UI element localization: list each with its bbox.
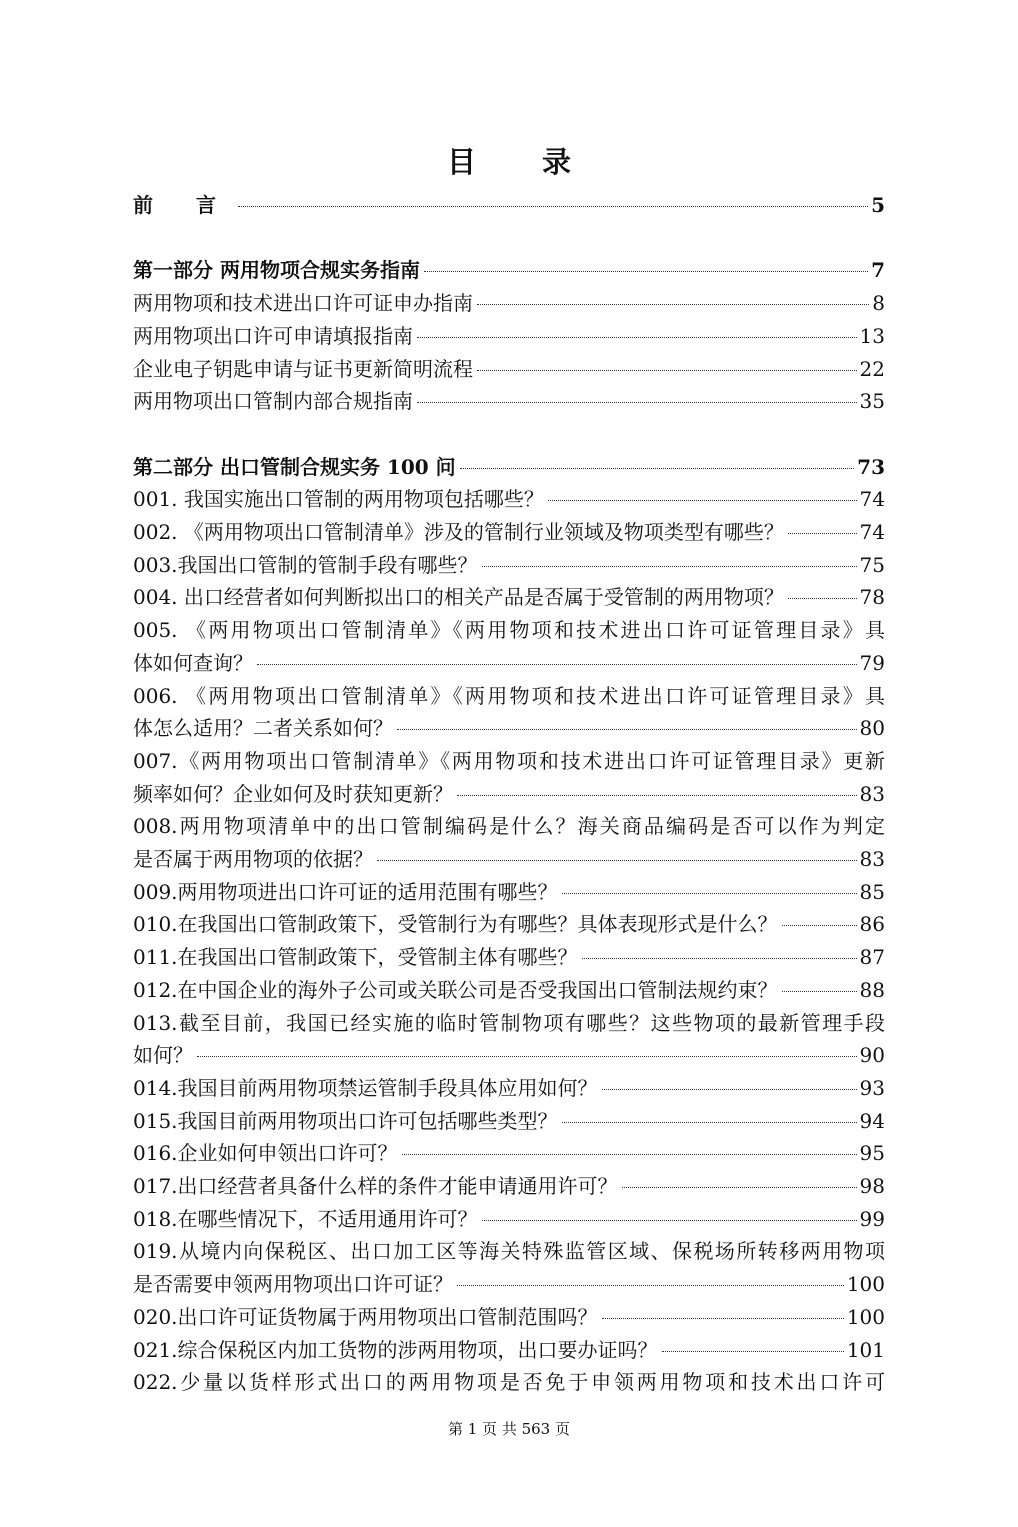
section-gap xyxy=(133,222,885,255)
toc-entry[interactable] xyxy=(133,1334,885,1367)
toc-entry-title: 001. 我国实施出口管制的两用物项包括哪些？ xyxy=(133,487,544,512)
toc-entry-title: 018.在哪些情况下，不适用通用许可？ xyxy=(133,1206,478,1231)
toc-entry[interactable] xyxy=(133,353,885,386)
dot-leader xyxy=(402,1154,857,1155)
toc-page-number: 8 xyxy=(872,291,885,316)
toc-entry-first-line[interactable]: 005. 《两用物项出口管制清单》《两用物项和技术进出口许可证管理目录》具 xyxy=(133,618,885,643)
toc-entry-title: 是否需要申领两用物项出口许可证？ xyxy=(133,1272,453,1297)
toc-page-number: 35 xyxy=(859,389,885,414)
toc-entry[interactable] xyxy=(133,1268,885,1301)
toc-page-number: 93 xyxy=(859,1075,885,1100)
toc-entry-title: 015.我国目前两用物项出口许可包括哪些类型？ xyxy=(133,1108,558,1133)
toc-entry-title: 012.在中国企业的海外子公司或关联公司是否受我国出口管制法规约束？ xyxy=(133,977,778,1002)
dot-leader xyxy=(622,1187,857,1188)
toc-page-number: 74 xyxy=(859,487,885,512)
toc-entry[interactable] xyxy=(133,1105,885,1138)
toc-page-number: 94 xyxy=(859,1108,885,1133)
dot-leader xyxy=(482,566,857,567)
toc-section-heading[interactable] xyxy=(133,189,885,222)
toc-entry[interactable] xyxy=(133,1039,885,1072)
toc-page-number: 83 xyxy=(859,781,885,806)
toc-entry-title: 020.出口许可证货物属于两用物项出口管制范围吗？ xyxy=(133,1304,598,1329)
dot-leader xyxy=(457,1285,844,1286)
toc-entry[interactable] xyxy=(133,647,885,680)
toc-entry[interactable] xyxy=(133,320,885,353)
toc-entry[interactable] xyxy=(133,1203,885,1236)
toc-page-number: 80 xyxy=(859,716,885,741)
dot-leader xyxy=(782,925,857,926)
dot-leader xyxy=(460,468,855,469)
toc-entry-title: 017.出口经营者具备什么样的条件才能申请通用许可？ xyxy=(133,1174,618,1199)
toc-entry[interactable] xyxy=(133,385,885,418)
toc-entry-title: 003.我国出口管制的管制手段有哪些？ xyxy=(133,552,478,577)
toc-entry-title: 004. 出口经营者如何判断拟出口的相关产品是否属于受管制的两用物项？ xyxy=(133,585,784,610)
toc-entry-title: 前 言 xyxy=(133,193,234,217)
dot-leader xyxy=(602,1318,844,1319)
dot-leader xyxy=(562,893,857,894)
toc-entry[interactable] xyxy=(133,581,885,614)
dot-leader xyxy=(788,533,857,534)
dot-leader xyxy=(257,664,857,665)
toc-entry-first-line[interactable]: 019.从境内向保税区、出口加工区等海关特殊监管区域、保税场所转移两用物项 xyxy=(133,1239,885,1264)
dot-leader xyxy=(197,1056,857,1057)
toc-entry-title: 011.在我国出口管制政策下，受管制主体有哪些？ xyxy=(133,945,578,970)
toc-entry-title: 两用物项和技术进出口许可证申办指南 xyxy=(133,291,473,316)
dot-leader xyxy=(424,271,868,272)
toc-page-number: 101 xyxy=(846,1337,885,1362)
toc-entry-title: 体怎么适用？二者关系如何？ xyxy=(133,716,393,741)
toc-entry-title: 频率如何？企业如何及时获知更新？ xyxy=(133,781,453,806)
toc-entry-title: 企业电子钥匙申请与证书更新简明流程 xyxy=(133,356,473,381)
dot-leader xyxy=(548,500,857,501)
toc-entry-title: 第一部分 两用物项合规实务指南 xyxy=(133,258,420,283)
toc-entry[interactable] xyxy=(133,516,885,549)
dot-leader xyxy=(482,1220,857,1221)
toc-entry[interactable] xyxy=(133,778,885,811)
dot-leader xyxy=(238,206,868,207)
toc-entry-title: 体如何查询？ xyxy=(133,650,253,675)
toc-entry[interactable] xyxy=(133,1301,885,1334)
toc-entry[interactable] xyxy=(133,1170,885,1203)
section-gap xyxy=(133,418,885,451)
toc-page-number: 5 xyxy=(871,193,885,217)
toc-page-number: 90 xyxy=(859,1043,885,1068)
toc-entry-title: 021.综合保税区内加工货物的涉两用物项，出口要办证吗？ xyxy=(133,1337,658,1362)
toc-page-number: 79 xyxy=(859,650,885,675)
toc-entry-first-line[interactable]: 007.《两用物项出口管制清单》《两用物项和技术进出口许可证管理目录》更新 xyxy=(133,748,885,773)
dot-leader xyxy=(662,1351,844,1352)
toc-section-heading[interactable] xyxy=(133,451,885,484)
toc-entry[interactable] xyxy=(133,1072,885,1105)
toc-entry-title: 第二部分 出口管制合规实务 100 问 xyxy=(133,454,456,479)
dot-leader xyxy=(377,860,857,861)
toc-entry[interactable] xyxy=(133,974,885,1007)
toc-page-number: 7 xyxy=(871,258,885,283)
toc-page-number: 86 xyxy=(859,912,885,937)
dot-leader xyxy=(788,598,857,599)
toc-page-number: 78 xyxy=(859,585,885,610)
toc-section-heading[interactable] xyxy=(133,254,885,287)
toc-entry-title: 两用物项出口许可申请填报指南 xyxy=(133,323,413,348)
toc-page-number: 100 xyxy=(846,1272,885,1297)
toc-page-number: 95 xyxy=(859,1141,885,1166)
toc-entry-title: 016.企业如何申领出口许可？ xyxy=(133,1141,398,1166)
toc-entry-title: 014.我国目前两用物项禁运管制手段具体应用如何？ xyxy=(133,1075,598,1100)
toc-page-number: 22 xyxy=(859,356,885,381)
toc-entry[interactable] xyxy=(133,287,885,320)
toc-entry-title: 002. 《两用物项出口管制清单》涉及的管制行业领域及物项类型有哪些？ xyxy=(133,520,784,544)
toc-entry-first-line[interactable]: 006. 《两用物项出口管制清单》《两用物项和技术进出口许可证管理目录》具 xyxy=(133,683,885,708)
toc-entry-first-line[interactable]: 008.两用物项清单中的出口管制编码是什么？海关商品编码是否可以作为判定 xyxy=(133,814,885,839)
dot-leader xyxy=(562,1122,857,1123)
page-title: 目 录 xyxy=(446,145,600,179)
toc-entry[interactable] xyxy=(133,908,885,941)
toc-page-number: 87 xyxy=(859,945,885,970)
toc-entry-title: 是否属于两用物项的依据？ xyxy=(133,847,373,872)
toc-entry[interactable] xyxy=(133,843,885,876)
toc-page-number: 98 xyxy=(859,1174,885,1199)
dot-leader xyxy=(397,729,857,730)
dot-leader xyxy=(782,991,857,992)
dot-leader xyxy=(457,795,857,796)
dot-leader xyxy=(477,370,857,371)
dot-leader xyxy=(602,1089,857,1090)
toc-page-number: 85 xyxy=(859,879,885,904)
toc-entry[interactable] xyxy=(133,549,885,582)
toc-entry[interactable] xyxy=(133,712,885,745)
toc-entry-title: 010.在我国出口管制政策下，受管制行为有哪些？具体表现形式是什么？ xyxy=(133,912,778,937)
toc-page-number: 100 xyxy=(846,1304,885,1329)
toc-entry[interactable] xyxy=(133,876,885,909)
toc-entry-first-line[interactable]: 013.截至目前，我国已经实施的临时管制物项有哪些？这些物项的最新管理手段 xyxy=(133,1010,885,1035)
page-footer: 第 1 页 共 563 页 xyxy=(447,1420,570,1438)
toc-entry-title: 两用物项出口管制内部合规指南 xyxy=(133,389,413,414)
toc-page-number: 88 xyxy=(859,977,885,1002)
dot-leader xyxy=(417,337,857,338)
table-of-contents xyxy=(133,189,885,1399)
dot-leader xyxy=(417,402,857,403)
toc-page-number: 13 xyxy=(859,323,885,348)
toc-entry[interactable] xyxy=(133,1137,885,1170)
dot-leader xyxy=(582,958,857,959)
toc-page-number: 99 xyxy=(859,1206,885,1231)
toc-page-number: 83 xyxy=(859,847,885,872)
toc-entry-title: 009.两用物项进出口许可证的适用范围有哪些？ xyxy=(133,879,558,904)
toc-entry-title: 如何？ xyxy=(133,1043,193,1068)
toc-entry-partial[interactable]: 022.少量以货样形式出口的两用物项是否免于申领两用物项和技术出口许可 xyxy=(133,1370,885,1395)
toc-page-number: 74 xyxy=(859,520,885,544)
toc-entry[interactable] xyxy=(133,483,885,516)
toc-page-number: 75 xyxy=(859,552,885,577)
dot-leader xyxy=(477,304,869,305)
toc-page-number: 73 xyxy=(857,454,885,479)
toc-entry[interactable] xyxy=(133,941,885,974)
